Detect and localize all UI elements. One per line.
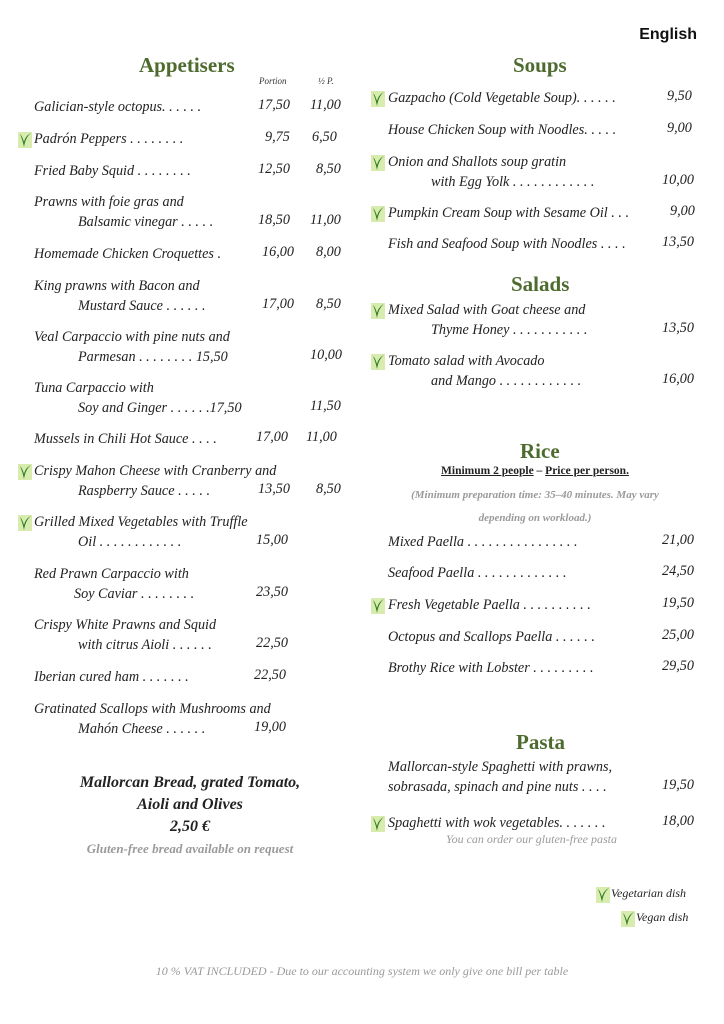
price: 24,50	[662, 563, 694, 579]
menu-item: Crispy Mahon Cheese with Cranberry and Raspberry Sauce . . . . .	[34, 463, 277, 499]
price-portion: 17,00	[256, 429, 288, 445]
price-portion: 9,75	[265, 129, 290, 145]
menu-item: Fish and Seafood Soup with Noodles . . . .	[388, 236, 626, 252]
menu-item: Spaghetti with wok vegetables. . . . . . .	[388, 815, 606, 831]
gluten-free-pasta-note: You can order our gluten-free pasta	[446, 832, 617, 846]
price: 9,00	[667, 120, 692, 136]
menu-item: Pumpkin Cream Soup with Sesame Oil . . .	[388, 205, 630, 221]
price-portion: 17,50	[258, 97, 290, 113]
price-portion: 15,00	[256, 532, 288, 548]
price-portion: 23,50	[256, 584, 288, 600]
menu-item: Mixed Paella . . . . . . . . . . . . . . . .	[388, 534, 578, 550]
price: 21,00	[662, 532, 694, 548]
menu-item: Grilled Mixed Vegetables with Truffle Oil . . . . . . . . . . . .	[34, 514, 248, 550]
menu-item: Tomato salad with Avocado and Mango . . . . . . . . . . . .	[388, 353, 582, 389]
price: 25,00	[662, 627, 694, 643]
rice-prep-note-line1: (Minimum preparation time: 35–40 minutes. May vary	[411, 489, 659, 501]
price-portion: 18,50	[258, 212, 290, 228]
menu-item: Fried Baby Squid . . . . . . . .	[34, 163, 191, 179]
vegan-leaf-icon	[621, 910, 635, 927]
menu-item: House Chicken Soup with Noodles. . . . .	[388, 122, 617, 138]
menu-item: Gazpacho (Cold Vegetable Soup). . . . . .	[388, 90, 616, 106]
price-half: 11,00	[310, 212, 341, 228]
price-portion: 19,00	[254, 719, 286, 735]
price-half: 11,50	[310, 398, 341, 414]
menu-item: Octopus and Scallops Paella . . . . . .	[388, 629, 595, 645]
menu-item: Veal Carpaccio with pine nuts and Parmesan . . . . . . . . 15,50	[34, 329, 230, 365]
price-portion: 22,50	[254, 667, 286, 683]
price-half: 10,00	[310, 347, 342, 363]
vegetarian-leaf-icon	[371, 353, 385, 370]
menu-item: Padrón Peppers . . . . . . . .	[34, 131, 184, 147]
gluten-free-bread-note: Gluten-free bread available on request	[86, 841, 294, 856]
price: 18,00	[662, 813, 694, 829]
price-portion: 13,50	[258, 481, 290, 497]
price: 9,00	[670, 203, 695, 219]
menu-item: Iberian cured ham . . . . . . .	[34, 669, 189, 685]
vegan-leaf-icon	[18, 131, 32, 148]
vegetarian-leaf-icon	[18, 463, 32, 480]
price-half: 8,50	[316, 296, 341, 312]
menu-item: Brothy Rice with Lobster . . . . . . . . .	[388, 660, 594, 676]
legend-vegetarian: Vegetarian dish	[611, 886, 686, 900]
vegan-leaf-icon	[371, 597, 385, 614]
price-half: 6,50	[312, 129, 337, 145]
vat-footer-note: 10 % VAT INCLUDED - Due to our accounting system we only give one bill per table	[155, 964, 569, 978]
rice-minimum-note: Minimum 2 people – Price per person.	[441, 465, 629, 477]
price: 19,50	[662, 777, 694, 793]
legend-vegan: Vegan dish	[636, 910, 689, 924]
menu-item: Galician-style octopus. . . . . .	[34, 99, 202, 115]
appetisers-title: Appetisers	[139, 53, 235, 77]
rice-prep-note-line2: depending on workload.)	[478, 512, 592, 524]
price-half: 8,50	[316, 161, 341, 177]
menu-item: Crispy White Prawns and Squid with citrus Aioli . . . . . .	[34, 617, 217, 653]
language-label[interactable]: English	[639, 26, 697, 43]
salads-title: Salads	[511, 272, 570, 296]
vegan-leaf-icon	[371, 815, 385, 832]
menu-item: Mussels in Chili Hot Sauce . . . .	[34, 431, 217, 447]
price: 9,50	[667, 88, 692, 104]
soups-title: Soups	[513, 53, 567, 77]
half-portion-column-header: ½ P.	[318, 76, 334, 86]
price: 19,50	[662, 595, 694, 611]
vegetarian-leaf-icon	[596, 886, 610, 903]
bread-title-line1: Mallorcan Bread, grated Tomato,	[79, 774, 301, 791]
price-portion: 22,50	[256, 635, 288, 651]
rice-title: Rice	[520, 439, 560, 463]
menu-item: Onion and Shallots soup gratin with Egg Yolk . . . . . . . . . . . .	[388, 154, 595, 190]
price-half: 11,00	[310, 97, 341, 113]
bread-price: 2,50 €	[170, 818, 210, 835]
menu-item: Red Prawn Carpaccio with Soy Caviar . . . . . . . .	[34, 566, 195, 602]
price-portion: 17,00	[262, 296, 294, 312]
price: 29,50	[662, 658, 694, 674]
vegetarian-leaf-icon	[18, 514, 32, 531]
menu-item: Mallorcan-style Spaghetti with prawns, sobrasada, spinach and pine nuts . . . .	[388, 759, 613, 795]
menu-item: Mixed Salad with Goat cheese and Thyme Honey . . . . . . . . . . .	[388, 302, 588, 338]
pasta-title: Pasta	[516, 730, 565, 754]
price-half: 11,00	[306, 429, 337, 445]
menu-item: Seafood Paella . . . . . . . . . . . . .	[388, 565, 567, 581]
menu-item: King prawns with Bacon and Mustard Sauce . . . . . .	[34, 278, 206, 314]
menu-item: Tuna Carpaccio with Soy and Ginger . . . . . .17,50	[34, 380, 242, 416]
price-portion: 16,00	[262, 244, 294, 260]
menu-item: Homemade Chicken Croquettes .	[34, 246, 222, 262]
portion-column-header: Portion	[259, 76, 287, 86]
price-half: 8,00	[316, 244, 341, 260]
vegetarian-leaf-icon	[371, 302, 385, 319]
price-portion: 12,50	[258, 161, 290, 177]
price: 16,00	[662, 371, 694, 387]
price: 13,50	[662, 234, 694, 250]
bread-title-line2: Aioli and Olives	[137, 796, 243, 813]
vegan-leaf-icon	[371, 205, 385, 222]
price: 10,00	[662, 172, 694, 188]
menu-item: Prawns with foie gras and Balsamic vinegar . . . . .	[34, 194, 214, 230]
price-half: 8,50	[316, 481, 341, 497]
vegan-leaf-icon	[371, 90, 385, 107]
vegetarian-leaf-icon	[371, 154, 385, 171]
menu-item: Gratinated Scallops with Mushrooms and Mahón Cheese . . . . . .	[34, 701, 271, 737]
menu-item: Fresh Vegetable Paella . . . . . . . . . .	[388, 597, 591, 613]
price: 13,50	[662, 320, 694, 336]
